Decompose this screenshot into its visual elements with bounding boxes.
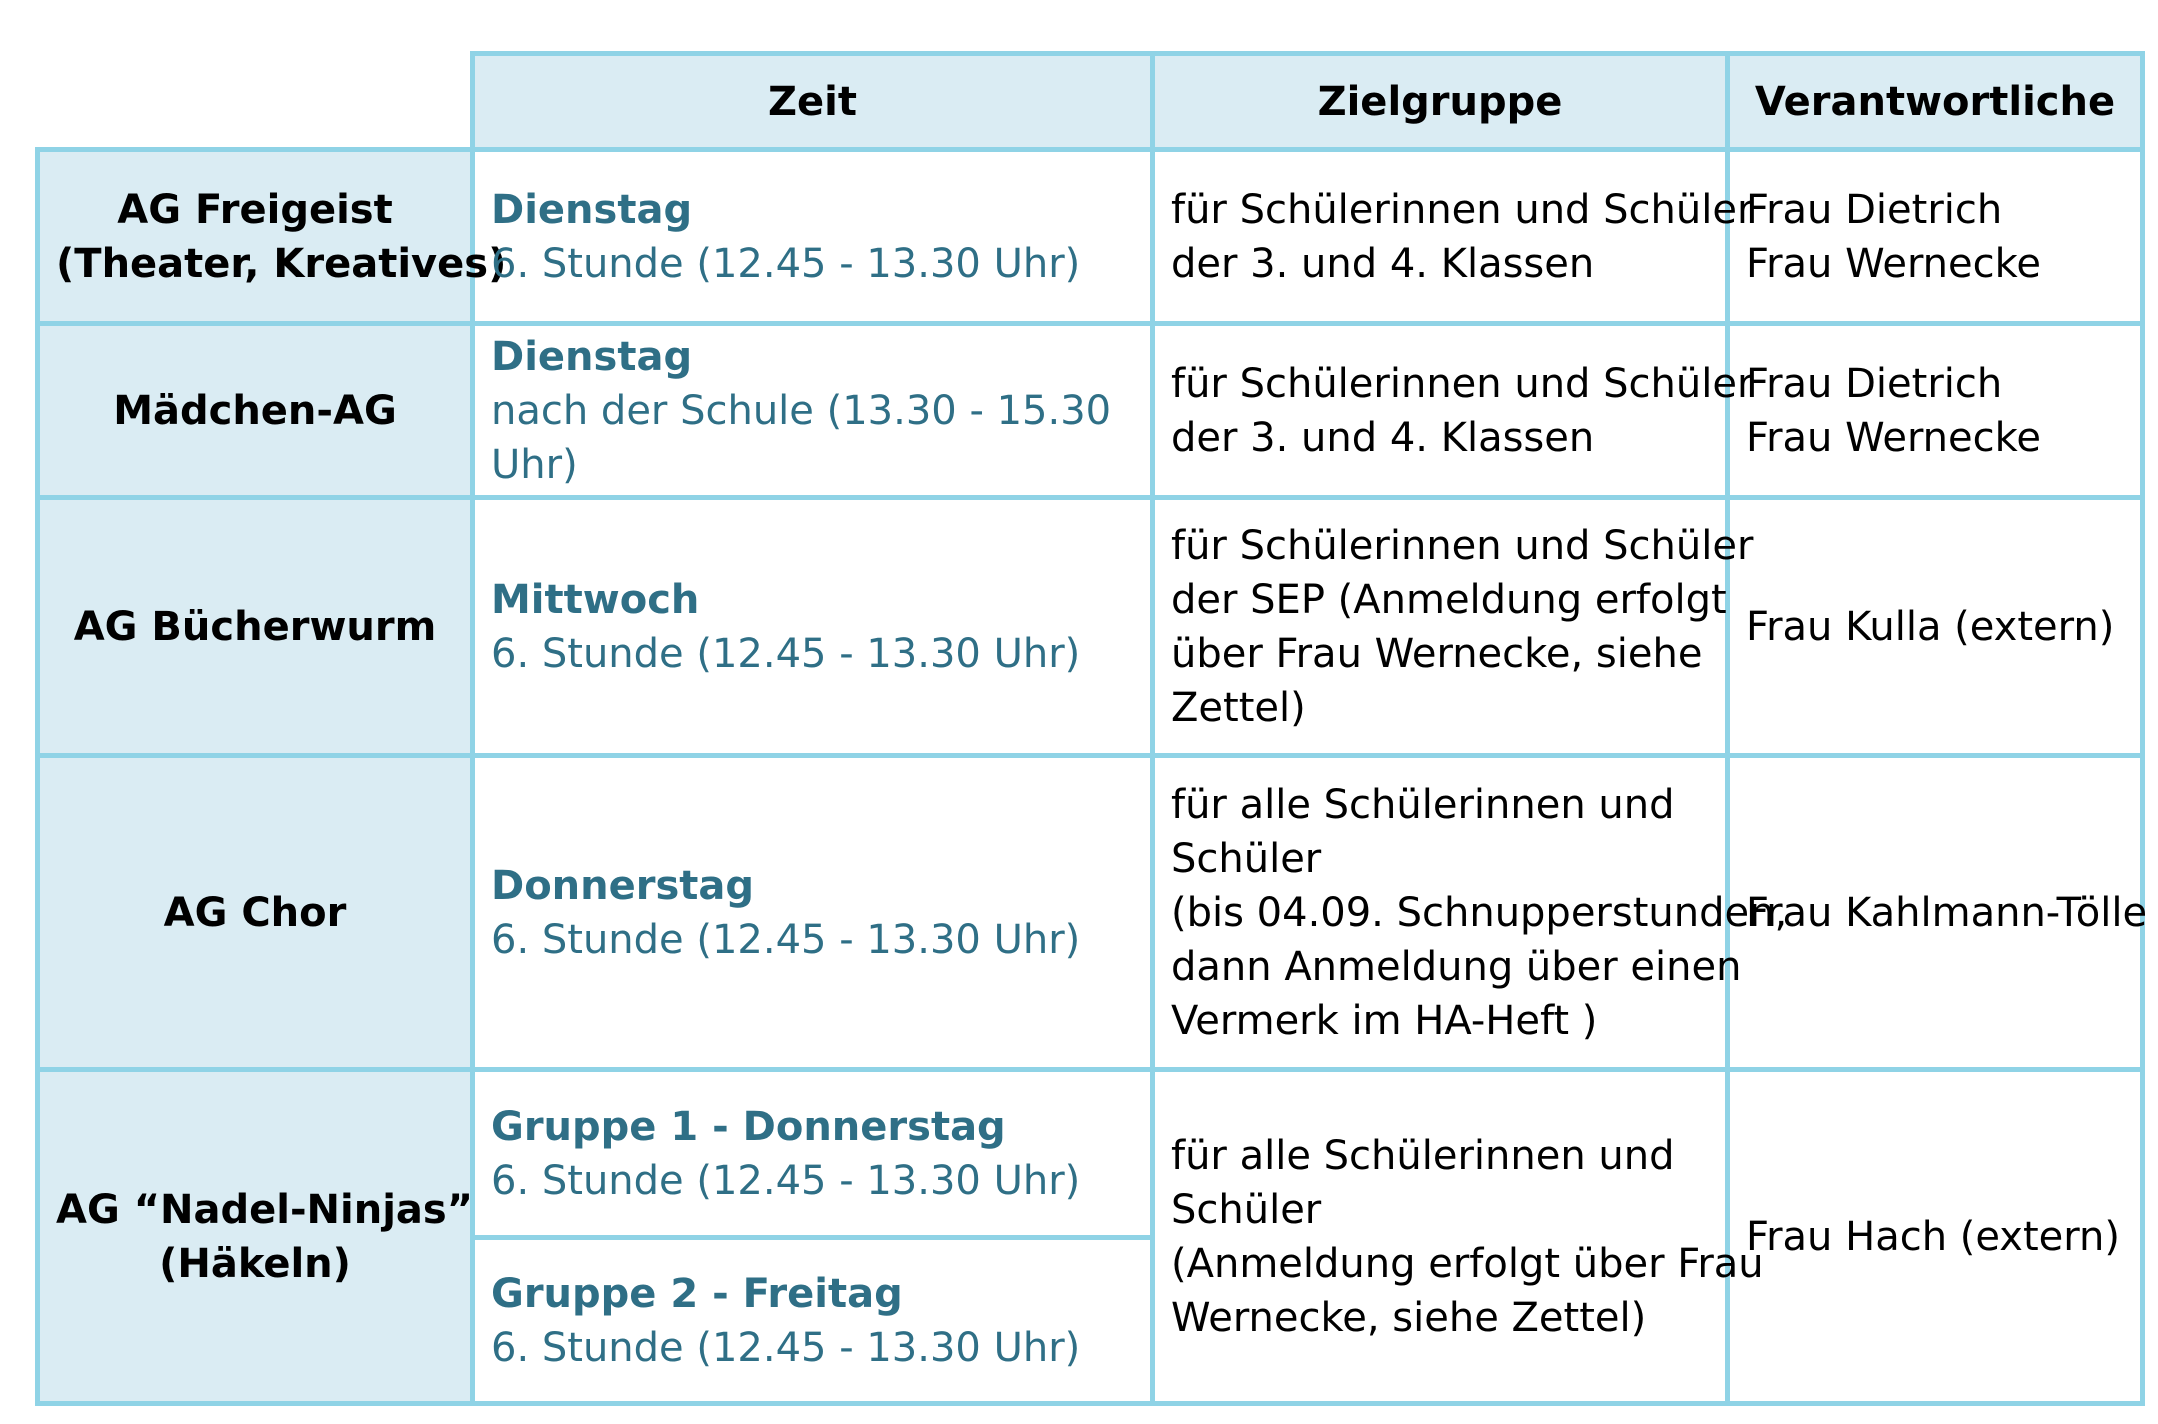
zeit-time: 6. Stunde (12.45 - 13.30 Uhr) bbox=[491, 1157, 1081, 1204]
table-row bbox=[38, 1070, 2143, 1238]
verantwortliche-cell bbox=[1728, 150, 2143, 324]
table-row bbox=[38, 150, 2143, 324]
zeit-cell bbox=[473, 498, 1153, 756]
header-zielgruppe: Zielgruppe bbox=[1153, 54, 1728, 150]
zielgruppe-line: Wernecke, siehe Zettel) bbox=[1171, 1294, 1647, 1341]
header-verantwortliche: Verantwortliche bbox=[1728, 54, 2143, 150]
zielgruppe-line: für Schülerinnen und Schüler bbox=[1171, 360, 1754, 407]
ag-name-cell bbox=[38, 1070, 473, 1404]
zielgruppe-cell bbox=[1153, 498, 1754, 756]
ag-name-line: AG Chor bbox=[163, 889, 347, 936]
zeit-cell bbox=[473, 150, 1153, 324]
zeit-cell bbox=[473, 1070, 1153, 1238]
ag-name-cell bbox=[38, 756, 473, 1070]
ag-name-line: (Theater, Kreatives) bbox=[56, 240, 507, 287]
zeit-time: nach der Schule (13.30 - 15.30 Uhr) bbox=[491, 387, 1112, 488]
verantwortliche-line: Frau Kahlmann-Tölle bbox=[1746, 889, 2148, 936]
verantwortliche-cell bbox=[1728, 498, 2143, 756]
zielgruppe-cell bbox=[1153, 324, 1754, 498]
header-zeit: Zeit bbox=[473, 54, 1153, 150]
verantwortliche-line: Frau Dietrich bbox=[1746, 186, 2003, 233]
ag-name-cell bbox=[38, 324, 473, 498]
zielgruppe-line: für alle Schülerinnen und bbox=[1171, 1132, 1675, 1179]
verantwortliche-cell bbox=[1728, 1070, 2143, 1404]
header-row bbox=[38, 54, 2143, 150]
table-row bbox=[38, 756, 2143, 1070]
zeit-day: Dienstag bbox=[491, 333, 693, 380]
zeit-time: 6. Stunde (12.45 - 13.30 Uhr) bbox=[491, 916, 1081, 963]
zielgruppe-line: über Frau Wernecke, siehe bbox=[1171, 630, 1703, 677]
zielgruppe-line: Schüler bbox=[1171, 1186, 1322, 1233]
zielgruppe-line: (bis 04.09. Schnupperstunden, bbox=[1171, 889, 1788, 936]
verantwortliche-cell bbox=[1728, 324, 2143, 498]
zeit-cell bbox=[473, 1238, 1153, 1404]
zielgruppe-line: (Anmeldung erfolgt über Frau bbox=[1171, 1240, 1764, 1287]
table-row bbox=[38, 498, 2143, 756]
zeit-day: Donnerstag bbox=[491, 862, 755, 909]
ag-name-line: AG Freigeist bbox=[117, 186, 393, 233]
ag-name-line: AG Bücherwurm bbox=[73, 603, 437, 650]
zeit-day: Gruppe 1 - Donnerstag bbox=[491, 1103, 1006, 1150]
zeit-day: Mittwoch bbox=[491, 576, 700, 623]
zielgruppe-cell bbox=[1153, 756, 1788, 1070]
ag-name-cell bbox=[38, 498, 473, 756]
zielgruppe-line: Vermerk im HA-Heft ) bbox=[1171, 997, 1598, 1044]
verantwortliche-cell bbox=[1728, 756, 2148, 1070]
zielgruppe-line: Zettel) bbox=[1171, 684, 1306, 731]
verantwortliche-line: Frau Hach (extern) bbox=[1746, 1213, 2120, 1260]
ag-name-line: AG “Nadel-Ninjas” bbox=[56, 1186, 474, 1233]
zielgruppe-line: der 3. und 4. Klassen bbox=[1171, 414, 1595, 461]
zielgruppe-line: der SEP (Anmeldung erfolgt bbox=[1171, 576, 1727, 623]
zielgruppe-cell bbox=[1153, 1070, 1764, 1404]
ag-name-line: Mädchen-AG bbox=[113, 387, 397, 434]
zielgruppe-cell bbox=[1153, 150, 1754, 324]
table-row bbox=[38, 324, 2143, 498]
zeit-time: 6. Stunde (12.45 - 13.30 Uhr) bbox=[491, 630, 1081, 677]
verantwortliche-line: Frau Wernecke bbox=[1746, 414, 2041, 461]
ag-schedule-table bbox=[35, 51, 2148, 1406]
zielgruppe-line: für Schülerinnen und Schüler bbox=[1171, 186, 1754, 233]
zeit-day: Dienstag bbox=[491, 186, 693, 233]
verantwortliche-line: Frau Wernecke bbox=[1746, 240, 2041, 287]
zeit-cell bbox=[473, 756, 1153, 1070]
verantwortliche-line: Frau Dietrich bbox=[1746, 360, 2003, 407]
verantwortliche-line: Frau Kulla (extern) bbox=[1746, 603, 2115, 650]
zeit-day: Gruppe 2 - Freitag bbox=[491, 1270, 903, 1317]
zielgruppe-line: Schüler bbox=[1171, 835, 1322, 882]
zielgruppe-line: für alle Schülerinnen und bbox=[1171, 781, 1675, 828]
corner-cell bbox=[38, 54, 473, 150]
zielgruppe-line: dann Anmeldung über einen bbox=[1171, 943, 1742, 990]
zielgruppe-line: für Schülerinnen und Schüler bbox=[1171, 522, 1754, 569]
zeit-cell bbox=[473, 324, 1153, 498]
ag-name-line: (Häkeln) bbox=[159, 1240, 351, 1287]
zielgruppe-line: der 3. und 4. Klassen bbox=[1171, 240, 1595, 287]
ag-name-cell bbox=[38, 150, 507, 324]
zeit-time: 6. Stunde (12.45 - 13.30 Uhr) bbox=[491, 1324, 1081, 1371]
zeit-time: 6. Stunde (12.45 - 13.30 Uhr) bbox=[491, 240, 1081, 287]
